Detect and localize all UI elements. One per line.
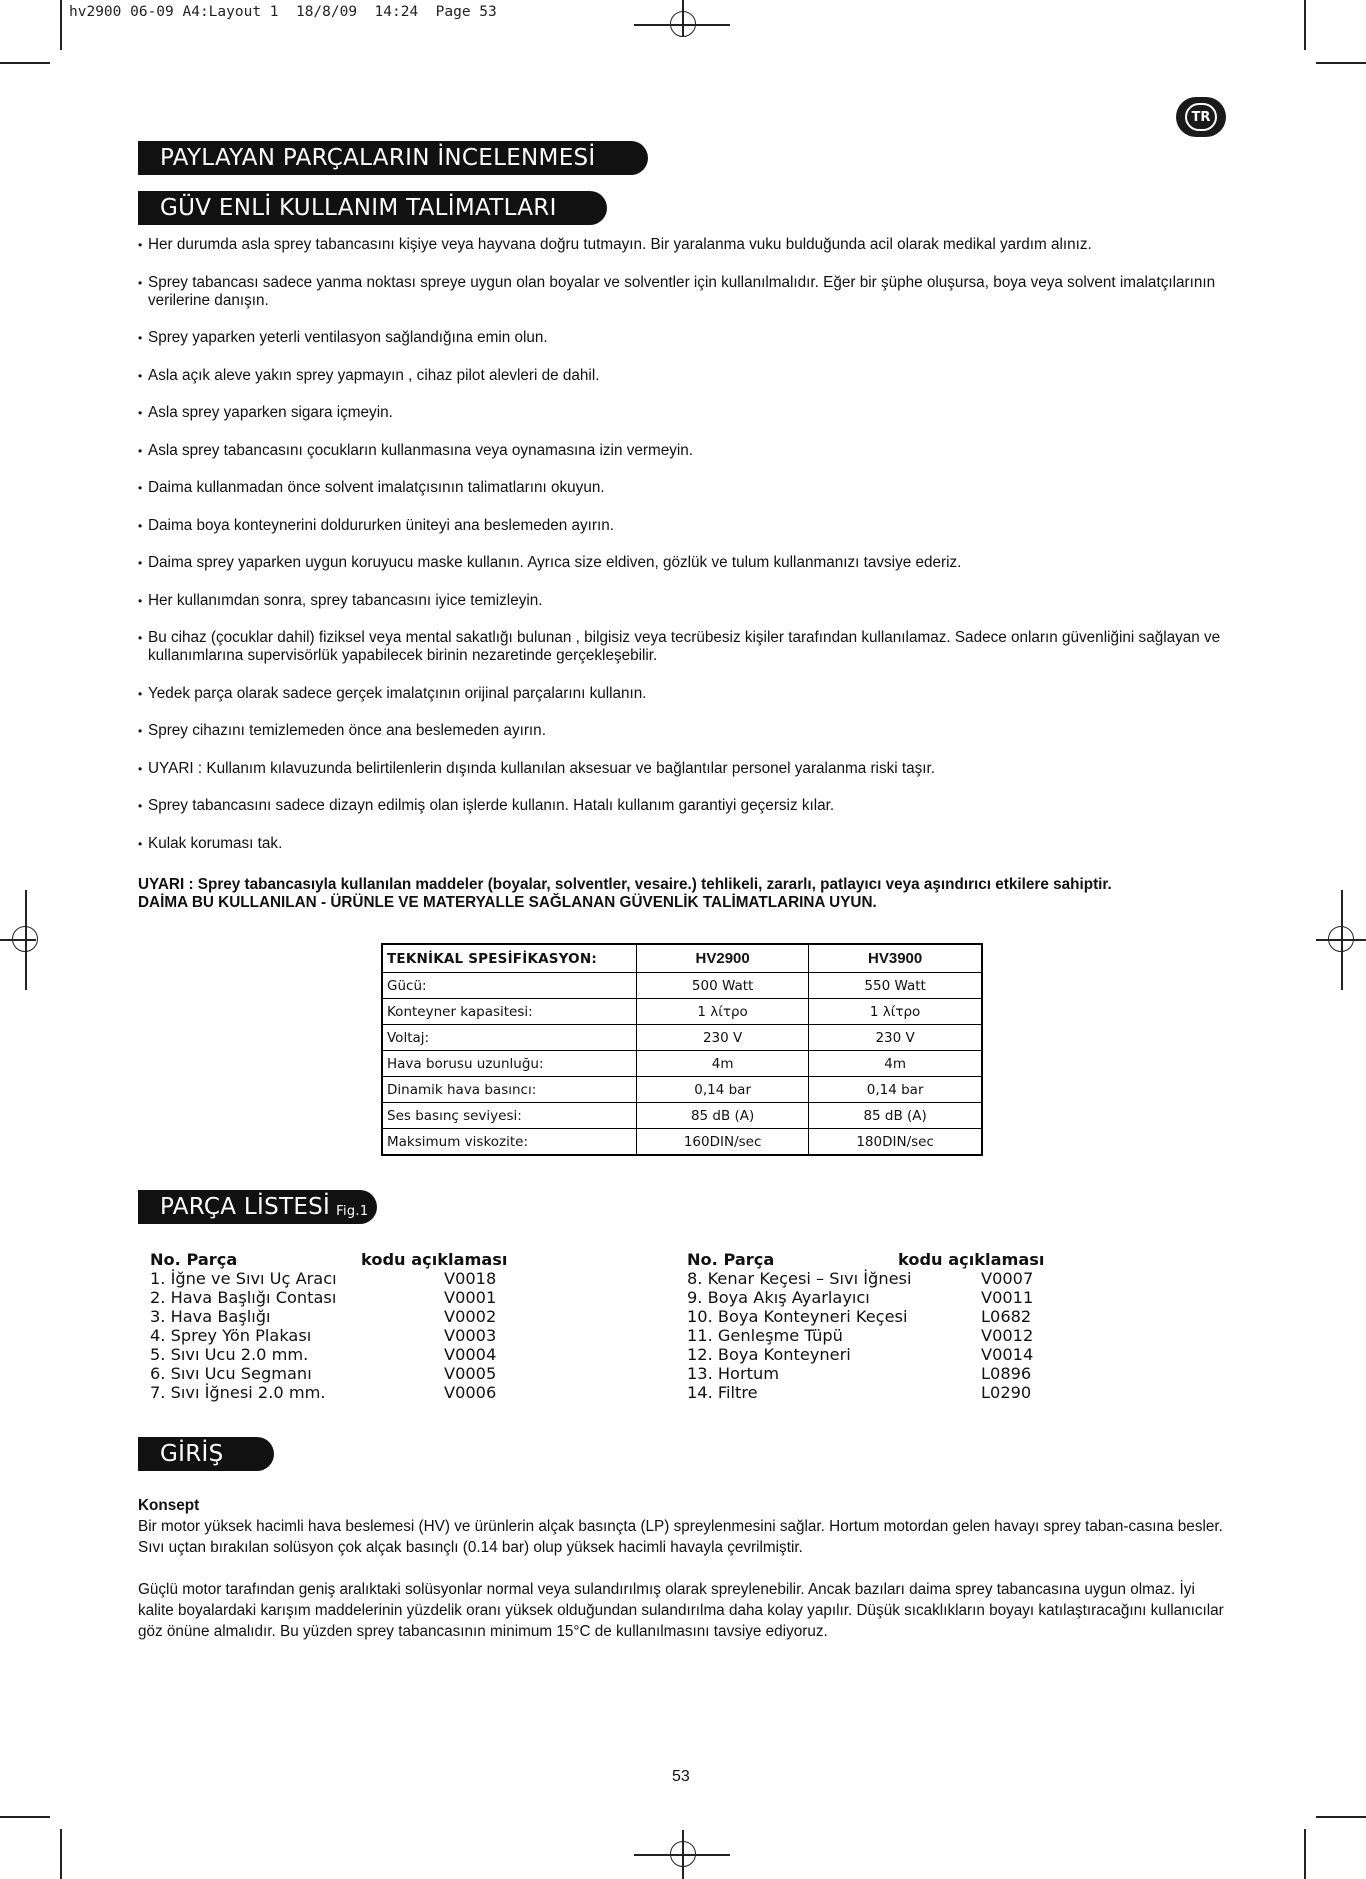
- crop-mark: [1304, 1829, 1306, 1879]
- registration-mark-top: [670, 11, 696, 37]
- table-cell: Gücü:: [382, 973, 637, 999]
- table-cell: 160DIN/sec: [637, 1129, 809, 1156]
- table-row: [382, 1051, 982, 1077]
- safety-item: • Bu cihaz (çocuklar dahil) fiziksel veya mental sakatlığı bulunan , bilgisiz veya tecrübesiz kişiler tarafından kullanılamaz. Sadece onların güvenliğini sağlayan ve kullanımlarına supervisörlük yapabilecek birinin nezaretinde gerçekleşebilir.: [138, 629, 1228, 665]
- part-name: 12. Boya Konteyneri: [687, 1345, 851, 1364]
- part-code: V0003: [444, 1326, 497, 1345]
- safety-instructions-list: [138, 236, 1228, 872]
- table-header-cell: HV3900: [809, 944, 982, 973]
- warning-line: DAİMA BU KULLANILAN - ÜRÜNLE VE MATERYALLE SAĞLANAN GÜVENLİK TALİMATLARINA UYUN.: [138, 894, 877, 911]
- safety-item: • Asla açık aleve yakın sprey yapmayın , cihaz pilot alevleri de dahil.: [138, 367, 1228, 385]
- list-item: [150, 1383, 510, 1402]
- heading-parts-review: PAYLAYAN PARÇALARIN İNCELENMESİ: [138, 141, 648, 175]
- part-name: 5. Sıvı Ucu 2.0 mm.: [150, 1345, 309, 1364]
- list-item: [687, 1364, 1087, 1383]
- table-row: [382, 999, 982, 1025]
- part-name: 6. Sıvı Ucu Segmanı: [150, 1364, 312, 1383]
- safety-item: • Asla sprey yaparken sigara içmeyin.: [138, 404, 1228, 422]
- part-name: 3. Hava Başlığı: [150, 1307, 271, 1326]
- intro-paragraph: Güçlü motor tarafından geniş aralıktaki solüsyonlar normal veya sulandırılmış olarak spreylenebilir. Ancak bazıları daima sprey tabancasına uygun olmaz. İyi kalite boyalardaki karışım maddelerinin yüzdelik oranı yüksek olduğundan sulandırılma daha kolay yapılır. Düşük sıcaklıkların boyayı katılaştıracağını kullanıcılar göz önüne almalıdır. Bu yüzden sprey tabancasının minimum 15°C de kullanılmasını tavsiye ediyoruz.: [138, 1581, 1224, 1640]
- table-row: [382, 1103, 982, 1129]
- intro-paragraph: Bir motor yüksek hacimli hava beslemesi (HV) ve ürünlerin alçak basınçta (LP) spreylenmesini sağlar. Hortum motordan gelen havayı sprey taban-casına besler. Sıvı uçtan bırakılan solüsyon çok alçak basınçlı (0.14 bar) olup yüksek hacimli havayla çevrilmiştir.: [138, 1518, 1223, 1556]
- part-name: 4. Sprey Yön Plakası: [150, 1326, 312, 1345]
- safety-item: • Daima kullanmadan önce solvent imalatçısının talimatlarını okuyun.: [138, 479, 1228, 497]
- table-cell: 85 dB (A): [809, 1103, 982, 1129]
- table-cell: 4m: [809, 1051, 982, 1077]
- warning-line: UYARI : Sprey tabancasıyla kullanılan maddeler (boyalar, solventler, vesaire.) tehlikeli, zararlı, patlayıcı veya aşındırıcı etkilere sahiptir.: [138, 876, 1112, 893]
- crop-mark: [60, 0, 62, 50]
- registration-mark-left: [12, 926, 38, 952]
- list-item: [150, 1326, 510, 1345]
- safety-item: • Daima boya konteynerini doldururken üniteyi ana beslemeden ayırın.: [138, 517, 1228, 535]
- table-cell: 230 V: [637, 1025, 809, 1051]
- table-row: [382, 1129, 982, 1156]
- part-name: 10. Boya Konteyneri Keçesi: [687, 1307, 908, 1326]
- parts-list-header: [150, 1250, 510, 1269]
- list-item: [150, 1345, 510, 1364]
- table-cell: 1 λίτρο: [809, 999, 982, 1025]
- safety-item: • Sprey cihazını temizlemeden önce ana beslemeden ayırın.: [138, 722, 1228, 740]
- part-code: V0001: [444, 1288, 497, 1307]
- parts-list-header: [687, 1250, 1087, 1269]
- safety-item: • Her durumda asla sprey tabancasını kişiye veya hayvana doğru tutmayın. Bir yaralanma vuku bulduğunda acil olarak medikal yardım alınız.: [138, 236, 1228, 254]
- intro-subtitle: Konsept: [138, 1497, 200, 1514]
- part-code: V0007: [981, 1269, 1034, 1288]
- intro-section: [138, 1495, 1228, 1663]
- part-name: 2. Hava Başlığı Contası: [150, 1288, 337, 1307]
- crop-mark: [1316, 1816, 1366, 1818]
- table-cell: Konteyner kapasitesi:: [382, 999, 637, 1025]
- parts-list-right: [687, 1250, 1087, 1402]
- column-header-code: kodu açıklaması: [361, 1250, 508, 1269]
- safety-item: • Asla sprey tabancasını çocukların kullanmasına veya oynamasına izin vermeyin.: [138, 442, 1228, 460]
- table-cell: Ses basınç seviyesi:: [382, 1103, 637, 1129]
- list-item: [687, 1326, 1087, 1345]
- table-header-cell: HV2900: [637, 944, 809, 973]
- part-name: 7. Sıvı İğnesi 2.0 mm.: [150, 1383, 326, 1402]
- table-cell: Voltaj:: [382, 1025, 637, 1051]
- table-cell: 500 Watt: [637, 973, 809, 999]
- technical-specifications-table: [381, 943, 983, 1156]
- safety-item: • Kulak koruması tak.: [138, 835, 1228, 853]
- part-code: V0011: [981, 1288, 1034, 1307]
- list-item: [687, 1269, 1087, 1288]
- figure-reference: Fig.1: [336, 1203, 369, 1219]
- table-cell: Hava borusu uzunluğu:: [382, 1051, 637, 1077]
- part-code: V0012: [981, 1326, 1034, 1345]
- part-name: 13. Hortum: [687, 1364, 779, 1383]
- safety-item: • Sprey tabancasını sadece dizayn edilmiş olan işlerde kullanın. Hatalı kullanım garantiyi geçersiz kılar.: [138, 797, 1228, 815]
- list-item: [150, 1288, 510, 1307]
- part-name: 9. Boya Akış Ayarlayıcı: [687, 1288, 870, 1307]
- list-item: [687, 1345, 1087, 1364]
- part-code: V0006: [444, 1383, 497, 1402]
- print-header: hv2900 06-09 A4:Layout 1 18/8/09 14:24 Page 53: [69, 4, 497, 20]
- crop-mark: [60, 1829, 62, 1879]
- table-cell: 230 V: [809, 1025, 982, 1051]
- heading-parts-list-text: PARÇA LİSTESİ: [160, 1194, 331, 1220]
- part-code: L0682: [981, 1307, 1032, 1326]
- crop-mark: [0, 1816, 50, 1818]
- safety-item: • Daima sprey yaparken uygun koruyucu maske kullanın. Ayrıca size eldiven, gözlük ve tulum kullanmanızı tavsiye ederiz.: [138, 554, 1228, 572]
- heading-safety: GÜV ENLİ KULLANIM TALİMATLARI: [138, 191, 607, 225]
- list-item: [687, 1288, 1087, 1307]
- safety-item: • Her kullanımdan sonra, sprey tabancasını iyice temizleyin.: [138, 592, 1228, 610]
- table-header-cell: TEKNİKAL SPESİFİKASYON:: [382, 944, 637, 973]
- table-header-row: [382, 944, 982, 973]
- part-code: V0014: [981, 1345, 1034, 1364]
- table-cell: 1 λίτρο: [637, 999, 809, 1025]
- part-code: V0004: [444, 1345, 497, 1364]
- column-header-part: No. Parça: [687, 1250, 775, 1269]
- safety-item: • Yedek parça olarak sadece gerçek imalatçının orijinal parçalarını kullanın.: [138, 685, 1228, 703]
- table-cell: 0,14 bar: [809, 1077, 982, 1103]
- heading-parts-list: [138, 1190, 377, 1224]
- part-name: 1. İğne ve Sıvı Uç Aracı: [150, 1269, 337, 1288]
- safety-item: • Sprey yaparken yeterli ventilasyon sağlandığına emin olun.: [138, 329, 1228, 347]
- table-cell: Maksimum viskozite:: [382, 1129, 637, 1156]
- table-cell: 85 dB (A): [637, 1103, 809, 1129]
- parts-list-left: [150, 1250, 510, 1402]
- heading-intro: GİRİŞ: [138, 1437, 274, 1471]
- crop-mark: [1316, 62, 1366, 64]
- table-cell: Dinamik hava basıncı:: [382, 1077, 637, 1103]
- table-cell: 0,14 bar: [637, 1077, 809, 1103]
- safety-item: • Sprey tabancası sadece yanma noktası spreye uygun olan boyalar ve solventler için kullanılmalıdır. Eğer bir şüphe oluşursa, boya veya solvent imalatçılarının verilerine danışın.: [138, 274, 1228, 310]
- list-item: [687, 1307, 1087, 1326]
- table-row: [382, 1077, 982, 1103]
- language-badge-label: TR: [1185, 103, 1217, 131]
- list-item: [150, 1307, 510, 1326]
- part-name: 8. Kenar Keçesi – Sıvı İğnesi: [687, 1269, 912, 1288]
- column-header-code: kodu açıklaması: [898, 1250, 1045, 1269]
- part-code: V0005: [444, 1364, 497, 1383]
- safety-item: • UYARI : Kullanım kılavuzunda belirtilenlerin dışında kullanılan aksesuar ve bağlantılar personel yaralanma riski taşır.: [138, 760, 1228, 778]
- part-code: L0896: [981, 1364, 1032, 1383]
- crop-mark: [1304, 0, 1306, 50]
- crop-mark: [0, 62, 50, 64]
- part-code: L0290: [981, 1383, 1032, 1402]
- list-item: [150, 1269, 510, 1288]
- list-item: [150, 1364, 510, 1383]
- part-code: V0018: [444, 1269, 497, 1288]
- list-item: [687, 1383, 1087, 1402]
- table-row: [382, 973, 982, 999]
- table-row: [382, 1025, 982, 1051]
- table-cell: 180DIN/sec: [809, 1129, 982, 1156]
- column-header-part: No. Parça: [150, 1250, 238, 1269]
- part-name: 14. Filtre: [687, 1383, 758, 1402]
- page-number: 53: [672, 1768, 690, 1785]
- part-code: V0002: [444, 1307, 497, 1326]
- part-name: 11. Genleşme Tüpü: [687, 1326, 843, 1345]
- registration-mark-right: [1328, 926, 1354, 952]
- table-cell: 4m: [637, 1051, 809, 1077]
- table-cell: 550 Watt: [809, 973, 982, 999]
- language-badge: [1176, 97, 1226, 137]
- registration-mark-bottom: [670, 1841, 696, 1867]
- warning-block: [138, 876, 1238, 912]
